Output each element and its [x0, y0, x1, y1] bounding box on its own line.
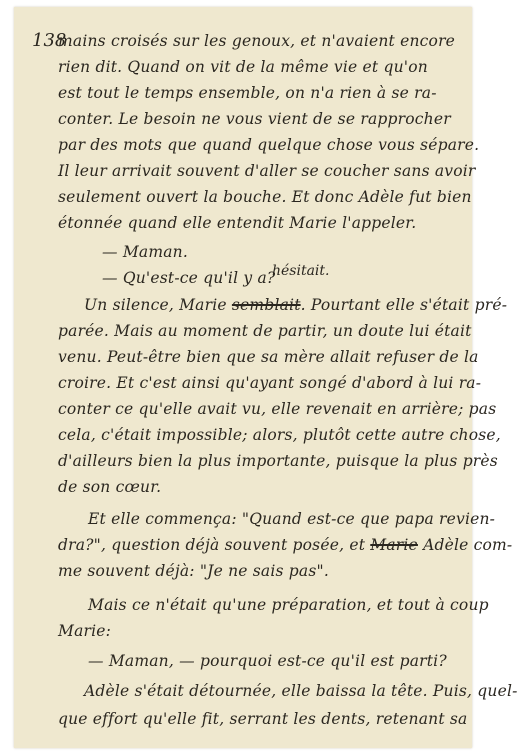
text-line: parée. Mais au moment de partir, un doute lui était — [58, 322, 472, 340]
line-segment: Un silence, Marie — [84, 296, 227, 314]
text-line — [58, 536, 512, 554]
struck-word: semblait — [231, 296, 301, 314]
text-line: venu. Peut-être bien que sa mère allait refuser de la — [58, 348, 479, 366]
text-line: conter ce qu'elle avait vu, elle revenait en arrière; pas — [58, 400, 497, 418]
text-line: — Qu'est-ce qu'il y a? — [102, 269, 276, 287]
text-line: Et elle commença: "Quand est-ce que papa revien- — [88, 510, 496, 528]
text-line: Marie: — [58, 622, 112, 640]
inserted-word: hésitait. — [272, 263, 330, 279]
handwritten-text — [14, 7, 518, 748]
text-line: mains croisés sur les genoux, et n'avaient encore — [58, 32, 456, 50]
struck-word: Marie — [370, 536, 418, 554]
text-line: Il leur arrivait souvent d'aller se coucher sans avoir — [58, 162, 476, 180]
text-line — [84, 296, 507, 314]
page-number: 138 — [32, 30, 67, 51]
text-line: croire. Et c'est ainsi qu'ayant songé d'abord à lui ra- — [58, 374, 482, 392]
line-segment: dra?", question déjà souvent posée, et — [58, 536, 366, 554]
text-line: me souvent déjà: "Je ne sais pas". — [58, 562, 329, 580]
text-line: — Maman, — pourquoi est-ce qu'il est parti? — [88, 652, 447, 670]
line-segment: Adèle com- — [417, 536, 513, 554]
text-line: rien dit. Quand on vit de la même vie et qu'on — [58, 58, 428, 76]
text-line: seulement ouvert la bouche. Et donc Adèle fut bien — [58, 188, 472, 206]
text-line: que effort qu'elle fit, serrant les dents, retenant sa — [58, 710, 468, 728]
text-line: — Maman. — [102, 243, 188, 261]
text-line: d'ailleurs bien la plus importante, puisque la plus près — [58, 452, 498, 470]
text-line: étonnée quand elle entendit Marie l'appeler. — [58, 214, 417, 232]
manuscript-page — [14, 7, 518, 748]
text-line: est tout le temps ensemble, on n'a rien à se ra- — [58, 84, 437, 102]
text-line: Adèle s'était détournée, elle baissa la tête. Puis, quel- — [84, 682, 518, 700]
text-line: cela, c'était impossible; alors, plutôt cette autre chose, — [58, 426, 501, 444]
text-line: de son cœur. — [58, 478, 162, 496]
text-line: Mais ce n'était qu'une préparation, et tout à coup — [88, 596, 489, 614]
text-line: conter. Le besoin ne vous vient de se rapprocher — [58, 110, 451, 128]
line-segment: . Pourtant elle s'était pré- — [300, 296, 508, 314]
text-line: par des mots que quand quelque chose vous sépare. — [58, 136, 480, 154]
